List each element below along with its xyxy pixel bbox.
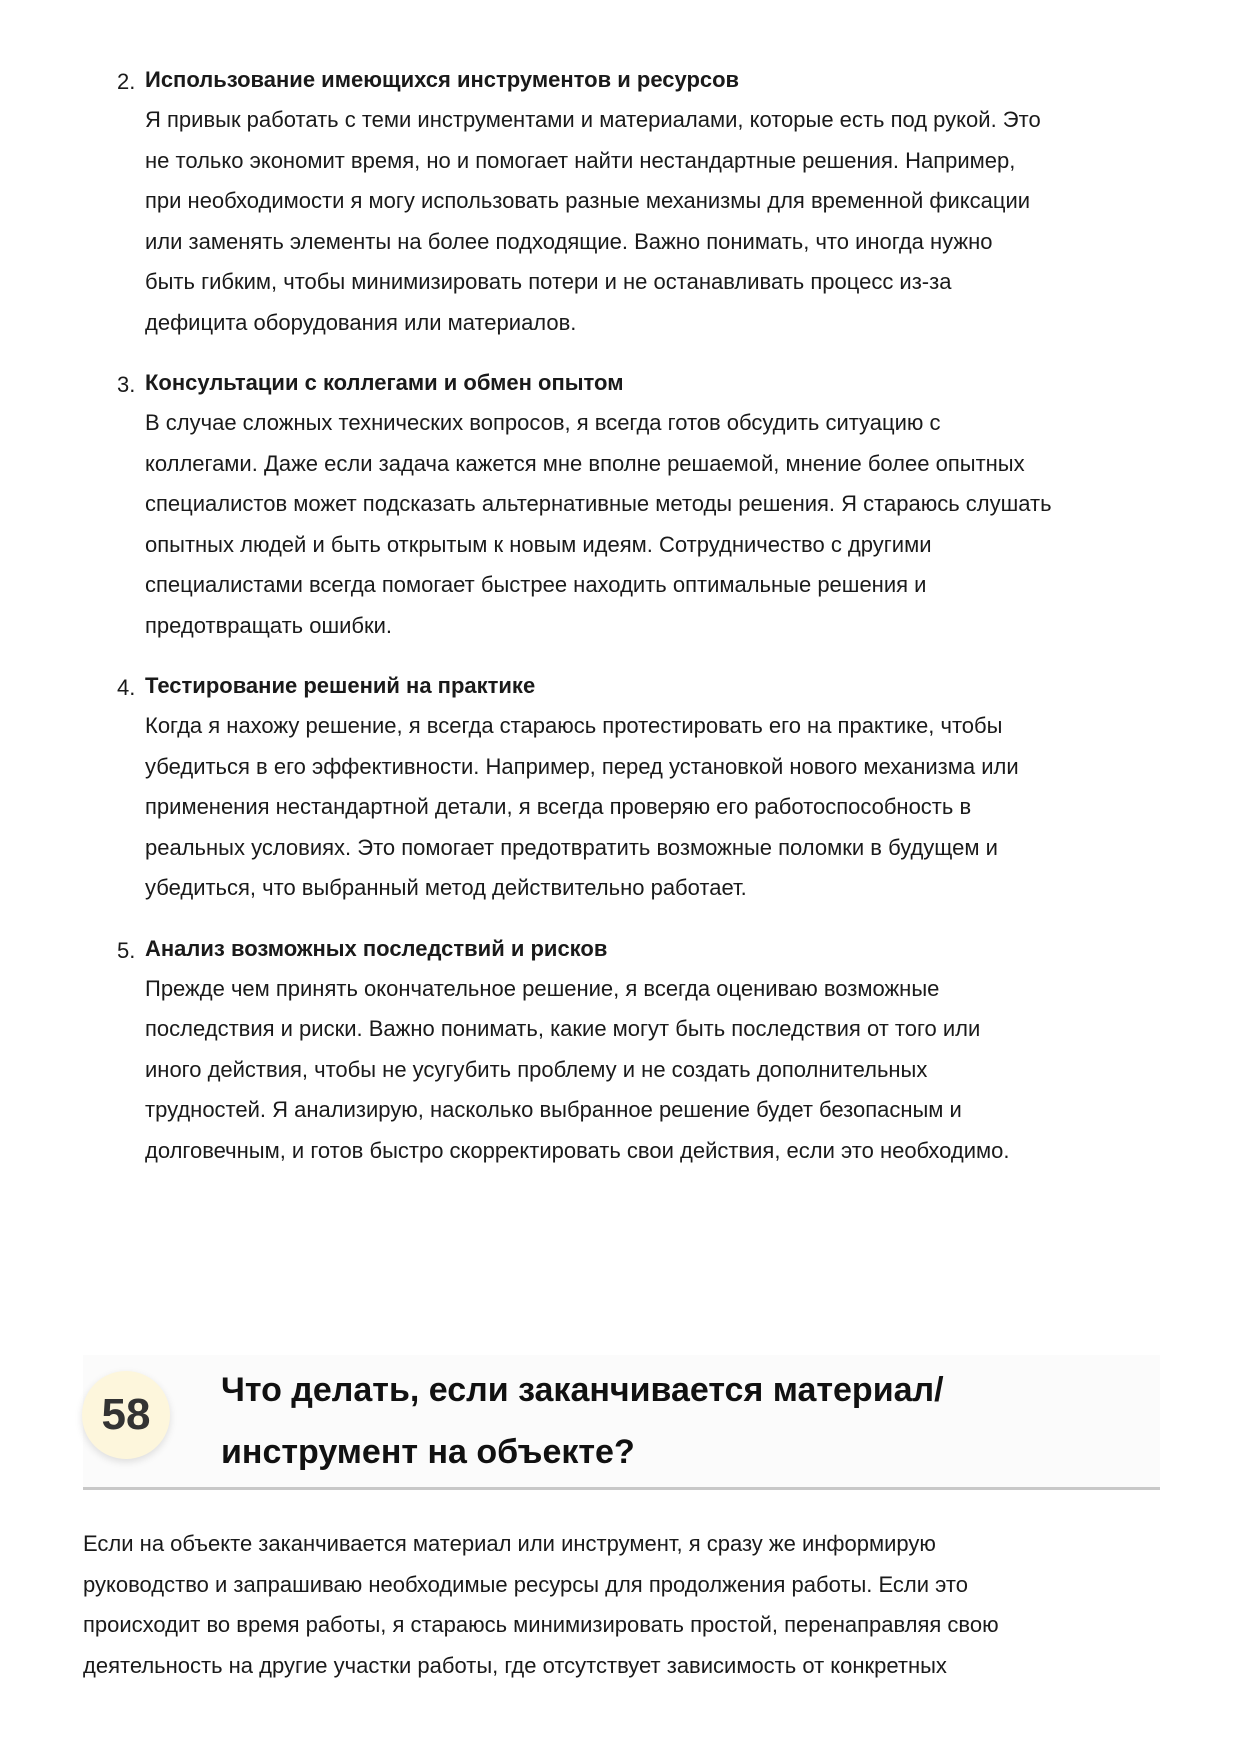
body-paragraph — [83, 1524, 1160, 1686]
section-title — [221, 1359, 1151, 1483]
list-item — [117, 931, 1167, 1172]
list-item — [117, 668, 1167, 909]
text-line: иного действия, чтобы не усугубить проблему и не создать дополнительных — [145, 1056, 928, 1082]
text-line: специалистами всегда помогает быстрее находить оптимальные решения и — [145, 572, 927, 597]
text-line: быть гибким, чтобы минимизировать потери и не останавливать процесс из-за — [145, 269, 952, 294]
list-item-body — [145, 706, 1167, 909]
text-line: Я привык работать с теми инструментами и материалами, которые есть под рукой. Это — [145, 107, 1041, 132]
text-line: руководство и запрашиваю необходимые ресурсы для продолжения работы. Если это — [83, 1571, 968, 1597]
text-line: специалистов может подсказать альтернативные методы решения. Я стараюсь слушать — [145, 491, 1052, 516]
text-line: убедиться в его эффективности. Например, перед установкой нового механизма или — [145, 753, 1019, 779]
text-line: реальных условиях. Это помогает предотвратить возможные поломки в будущем и — [145, 834, 998, 860]
list-item-number: 2. — [117, 69, 136, 94]
text-line: коллегами. Даже если задача кажется мне вполне решаемой, мнение более опытных — [145, 450, 1025, 476]
section-title-line: инструмент на объекте? — [221, 1433, 635, 1471]
section-number-badge: 58 — [82, 1371, 170, 1459]
text-line: долговечным, и готов быстро скорректировать свои действия, если это необходимо. — [145, 1137, 1010, 1163]
text-line: применения нестандартной детали, я всегда проверяю его работоспособность в — [145, 794, 972, 819]
section-header — [83, 1355, 1160, 1490]
list-item-title: Тестирование решений на практике — [145, 673, 536, 698]
list-item-body — [145, 969, 1167, 1172]
text-line: предотвращать ошибки. — [145, 612, 393, 638]
text-line: Когда я нахожу решение, я всегда стараюсь протестировать его на практике, чтобы — [145, 713, 1003, 738]
text-line: Если на объекте заканчивается материал или инструмент, я сразу же информирую — [83, 1531, 936, 1556]
text-line: трудностей. Я анализирую, насколько выбранное решение будет безопасным и — [145, 1097, 962, 1122]
text-line: В случае сложных технических вопросов, я всегда готов обсудить ситуацию с — [145, 410, 941, 435]
list-item-title: Консультации с коллегами и обмен опытом — [145, 370, 624, 395]
list-item — [117, 365, 1167, 646]
list-item-title: Использование имеющихся инструментов и ресурсов — [145, 67, 740, 92]
section-title-line: Что делать, если заканчивается материал/ — [221, 1371, 944, 1409]
text-line: Прежде чем принять окончательное решение, я всегда оцениваю возможные — [145, 975, 940, 1001]
text-line: опытных людей и быть открытым к новым идеям. Сотрудничество с другими — [145, 531, 932, 557]
list-item-number: 5. — [117, 937, 136, 963]
list-item-number: 4. — [117, 675, 136, 700]
list-item-body — [145, 403, 1167, 646]
text-line: убедиться, что выбранный метод действительно работает. — [145, 875, 747, 900]
numbered-list — [117, 62, 1167, 1193]
list-item — [117, 62, 1167, 343]
text-line: деятельность на другие участки работы, где отсутствует зависимость от конкретных — [83, 1652, 947, 1678]
text-line: последствия и риски. Важно понимать, какие могут быть последствия от того или — [145, 1016, 981, 1041]
list-item-title: Анализ возможных последствий и рисков — [145, 935, 608, 961]
text-line: при необходимости я могу использовать разные механизмы для временной фиксации — [145, 188, 1031, 213]
list-item-body — [145, 100, 1167, 343]
text-line: происходит во время работы, я стараюсь минимизировать простой, перенаправляя свою — [83, 1612, 999, 1637]
text-line: дефицита оборудования или материалов. — [145, 309, 577, 335]
text-line: не только экономит время, но и помогает найти нестандартные решения. Например, — [145, 147, 1016, 173]
text-line: или заменять элементы на более подходящие. Важно понимать, что иногда нужно — [145, 228, 993, 254]
list-item-number: 3. — [117, 372, 136, 397]
